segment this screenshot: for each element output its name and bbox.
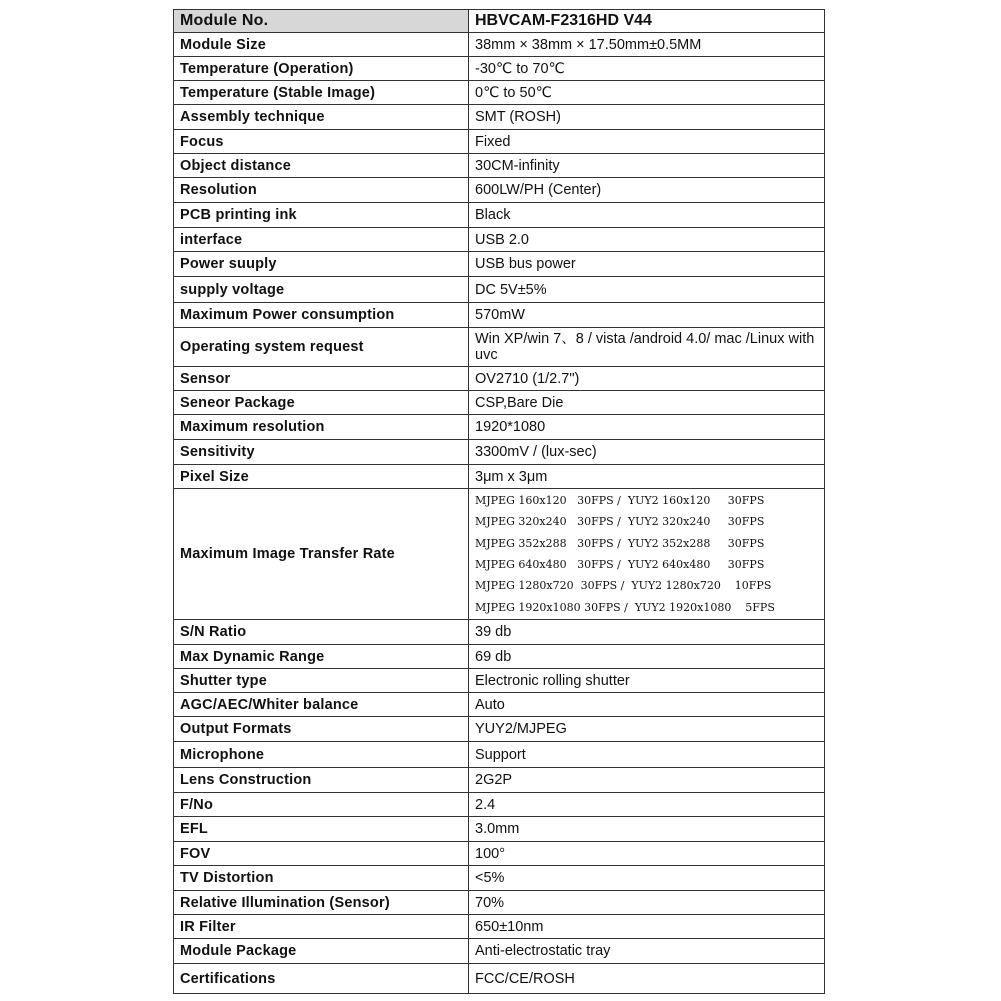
spec-label: Sensor [174,367,469,391]
transfer-rate-line: MJPEG 1920x1080 30FPS / YUY2 1920x1080 5FPS [475,600,775,614]
spec-value: Anti-electrostatic tray [469,939,825,964]
spec-row [174,277,825,303]
spec-value: DC 5V±5% [469,277,825,303]
spec-value: CSP,Bare Die [469,391,825,415]
spec-row [174,252,825,277]
spec-value: 2G2P [469,768,825,793]
spec-row [174,842,825,866]
spec-value: Win XP/win 7、8 / vista /android 4.0/ mac /Linux with uvc [469,328,825,367]
spec-row [174,915,825,939]
spec-value: 570mW [469,303,825,328]
spec-label: interface [174,228,469,252]
spec-row [174,130,825,154]
spec-row [174,669,825,693]
spec-label: TV Distortion [174,866,469,891]
spec-table-body [174,10,825,994]
spec-row [174,817,825,842]
transfer-rate-row [174,489,825,620]
spec-label: EFL [174,817,469,842]
spec-row [174,154,825,178]
spec-label: Resolution [174,178,469,203]
transfer-rate-line: MJPEG 320x240 30FPS / YUY2 320x240 30FPS [475,515,765,529]
header-value: HBVCAM-F2316HD V44 [469,10,825,33]
spec-row [174,81,825,105]
spec-value: Electronic rolling shutter [469,669,825,693]
spec-row [174,440,825,465]
spec-label: Module Package [174,939,469,964]
spec-label: S/N Ratio [174,620,469,645]
transfer-rate-line: MJPEG 1280x720 30FPS / YUY2 1280x720 10FPS [475,579,772,593]
spec-value: Fixed [469,130,825,154]
transfer-rate-line: MJPEG 640x480 30FPS / YUY2 640x480 30FPS [475,558,765,571]
spec-row [174,891,825,915]
spec-row [174,866,825,891]
spec-row [174,367,825,391]
spec-value: USB 2.0 [469,228,825,252]
spec-label: Seneor Package [174,391,469,415]
spec-row [174,57,825,81]
spec-label: F/No [174,793,469,817]
spec-row [174,228,825,252]
spec-value: 38mm × 38mm × 17.50mm±0.5MM [469,33,825,57]
spec-label: Sensitivity [174,440,469,465]
spec-value: -30℃ to 70℃ [469,57,825,81]
spec-label: Max Dynamic Range [174,645,469,669]
spec-value: YUY2/MJPEG [469,717,825,742]
spec-label: Temperature (Stable Image) [174,81,469,105]
spec-row [174,203,825,228]
spec-label: Lens Construction [174,768,469,793]
spec-label: supply voltage [174,277,469,303]
spec-value: 1920*1080 [469,415,825,440]
spec-row [174,465,825,489]
spec-label: FOV [174,842,469,866]
spec-value: 3μm x 3μm [469,465,825,489]
spec-row [174,303,825,328]
spec-label: Operating system request [174,328,469,367]
spec-value: Black [469,203,825,228]
spec-label: Relative Illumination (Sensor) [174,891,469,915]
spec-value: 650±10nm [469,915,825,939]
spec-row [174,620,825,645]
spec-value: SMT (ROSH) [469,105,825,130]
spec-value: USB bus power [469,252,825,277]
spec-value: Auto [469,693,825,717]
spec-value: 70% [469,891,825,915]
transfer-rate-line: MJPEG 160x120 30FPS / YUY2 160x120 30FPS [475,494,765,508]
spec-row [174,768,825,793]
spec-row [174,33,825,57]
header-row [174,10,825,33]
transfer-rate-label: Maximum Image Transfer Rate [174,489,469,620]
spec-row [174,328,825,367]
spec-value: 2.4 [469,793,825,817]
spec-row [174,964,825,994]
spec-value: FCC/CE/ROSH [469,964,825,994]
spec-row [174,793,825,817]
spec-value: <5% [469,866,825,891]
spec-label: Focus [174,130,469,154]
spec-label: Module Size [174,33,469,57]
header-label: Module No. [174,10,469,33]
spec-row [174,742,825,768]
spec-value: 3.0mm [469,817,825,842]
spec-value: 0℃ to 50℃ [469,81,825,105]
spec-row [174,415,825,440]
spec-row [174,645,825,669]
transfer-rate-value [469,489,825,620]
spec-row [174,178,825,203]
spec-label: Maximum resolution [174,415,469,440]
spec-label: Temperature (Operation) [174,57,469,81]
spec-row [174,717,825,742]
spec-value: 39 db [469,620,825,645]
spec-row [174,391,825,415]
spec-value: Support [469,742,825,768]
spec-row [174,693,825,717]
spec-label: AGC/AEC/Whiter balance [174,693,469,717]
spec-row [174,939,825,964]
spec-label: Certifications [174,964,469,994]
spec-value: 100° [469,842,825,866]
spec-value: OV2710 (1/2.7") [469,367,825,391]
spec-value: 30CM-infinity [469,154,825,178]
spec-table [173,9,825,994]
spec-label: Object distance [174,154,469,178]
spec-value: 3300mV / (lux-sec) [469,440,825,465]
spec-label: Assembly technique [174,105,469,130]
spec-row [174,105,825,130]
spec-label: PCB printing ink [174,203,469,228]
spec-label: Power suuply [174,252,469,277]
transfer-rate-line: MJPEG 352x288 30FPS / YUY2 352x288 30FPS [475,536,765,550]
spec-label: IR Filter [174,915,469,939]
spec-label: Pixel Size [174,465,469,489]
spec-value: 69 db [469,645,825,669]
spec-value: 600LW/PH (Center) [469,178,825,203]
spec-label: Maximum Power consumption [174,303,469,328]
spec-label: Microphone [174,742,469,768]
spec-label: Shutter type [174,669,469,693]
spec-label: Output Formats [174,717,469,742]
